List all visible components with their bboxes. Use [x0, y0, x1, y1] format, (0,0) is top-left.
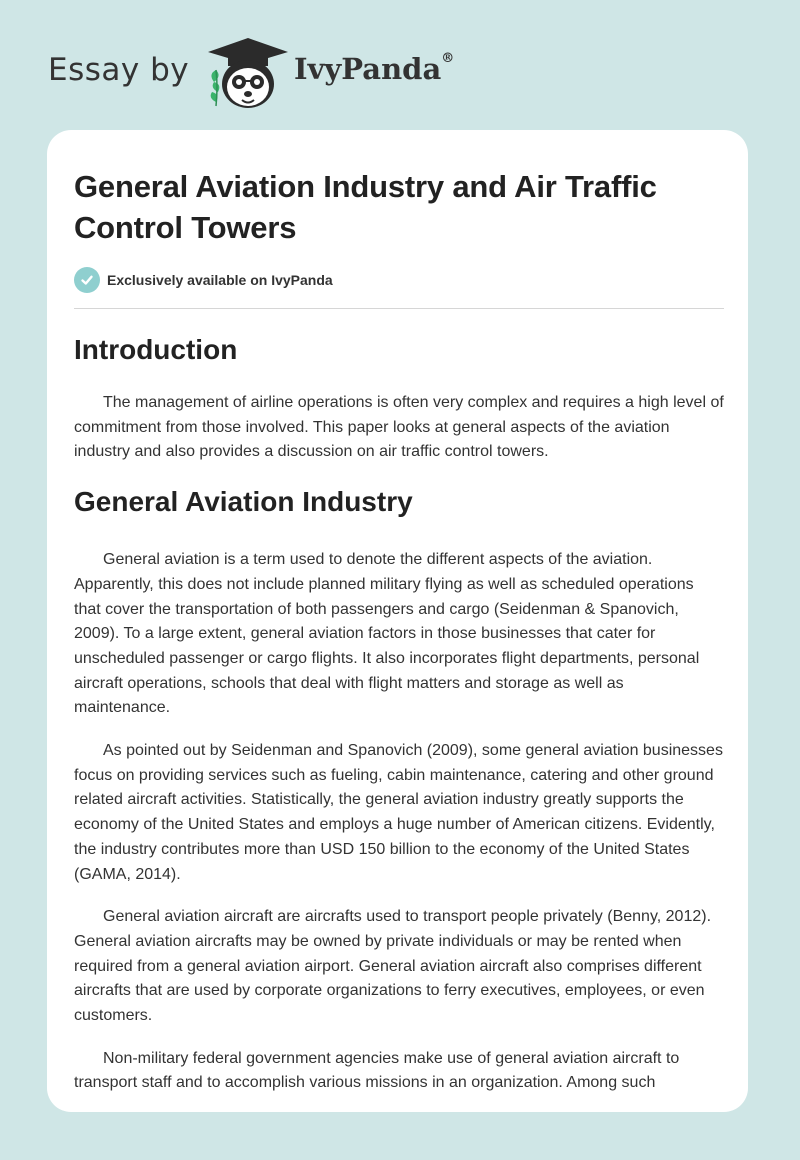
exclusive-label: Exclusively available on IvyPanda [107, 272, 333, 288]
paragraph: The management of airline operations is often very complex and requires a high level of commitment from those involved. This paper looks at general aspects of the aviation industry and also provides a discussion on air traffic control towers. [74, 394, 724, 461]
paragraph: General aviation is a term used to denote the different aspects of the aviation. Apparently, this does not include planned military flying as well as scheduled operations that cover the transportation of both passengers and cargo (Seidenman & Spanovich, 2009). To a large extent, general aviation factors in those businesses that cater for unscheduled passenger or cargo flights. It also incorporates flight departments, personal aircraft operations, schools that deal with flight matters and storage as well as maintenance. [74, 551, 700, 717]
essay-title: General Aviation Industry and Air Traffic Control Towers [74, 169, 657, 245]
title-divider [74, 308, 724, 309]
paragraph: As pointed out by Seidenman and Spanovich (2009), some general aviation businesses focus on providing services such as fueling, cabin maintenance, catering and other ground related aircraft activities. Statistically, the general aviation industry greatly supports the economy of the United States and employs a huge number of American citizens. Evidently, the industry contributes more than USD 150 billion to the economy of the United States (GAMA, 2014). [74, 742, 723, 883]
exclusive-badge [74, 267, 724, 293]
essay-content [74, 166, 724, 1096]
site-header [48, 30, 748, 114]
brand-name[interactable]: IvyPanda® [294, 51, 455, 86]
ivypanda-logo-icon[interactable] [200, 34, 290, 114]
paragraph: Non-military federal government agencies make use of general aviation aircraft to transport staff and to accomplish various missions in an organization. Among such [74, 1049, 680, 1092]
essay-by-label: Essay by [48, 52, 190, 88]
check-icon [74, 267, 100, 293]
essay-card [47, 130, 748, 1112]
registered-mark: ® [441, 51, 455, 67]
paragraph: General aviation aircraft are aircrafts used to transport people privately (Benny, 2012). General aviation aircrafts may be owned by private individuals or may be rented when required from a general aviation airport. General aviation aircraft also comprises different aircrafts that are used by corporate organizations to ferry executives, employees, or even customers. [74, 908, 712, 1025]
section-heading-general-aviation-industry: General Aviation Industry [74, 486, 413, 518]
section-heading-introduction: Introduction [74, 334, 238, 365]
